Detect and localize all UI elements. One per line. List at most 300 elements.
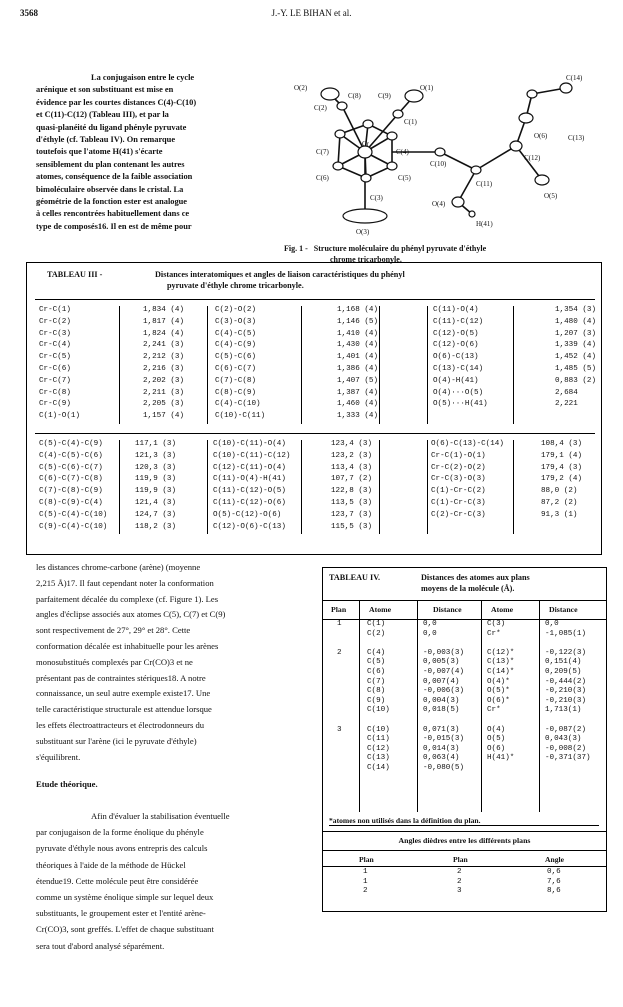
table-cell: Cr*: [487, 629, 501, 638]
column-divider: [379, 464, 380, 476]
table-cell-bond: C(4)-C(10): [215, 400, 261, 409]
column-divider: [207, 341, 208, 353]
table-cell-bond: C(12)-C(11)-O(4): [213, 463, 286, 472]
column-divider: [119, 412, 120, 424]
atom-label: C(1): [404, 118, 417, 126]
table-cell-value: 1,168 (4): [337, 306, 379, 314]
table-row: [323, 745, 606, 755]
column-divider: [513, 400, 514, 412]
table-cell-bond: C(13)-C(14): [433, 364, 484, 373]
text-line: La conjugaison entre le cycle: [91, 73, 195, 82]
table-cell-value: 2,684: [555, 388, 578, 397]
column-divider: [207, 452, 208, 464]
table-cell: -0,371(37): [545, 754, 591, 763]
distance-block: [35, 306, 595, 424]
table-row: [35, 341, 595, 353]
table-cell: 8,6: [547, 887, 561, 896]
table-cell-bond: O(4)···O(5): [433, 388, 484, 397]
text-line: comme un système énolique simple sur lequel deux: [36, 892, 214, 903]
table-cell: C(10): [367, 725, 390, 734]
text-line: par conjugaison de la forme énolique du phényle: [36, 827, 204, 838]
table-cell-bond: O(6)-C(13): [433, 353, 479, 362]
table-row: [323, 697, 606, 707]
table-cell: 0,0: [423, 629, 437, 638]
table-cell: 7,6: [547, 877, 561, 886]
table-cell-value: 120,3 (3): [135, 463, 177, 472]
table-cell: 1,713(1): [545, 706, 582, 715]
table-cell: O(4): [487, 725, 506, 734]
table-cell-value: 1,824 (4): [143, 329, 185, 338]
table-cell: 0,0: [423, 620, 437, 628]
table-cell: -0,003(3): [423, 648, 465, 657]
text-line: s'équilibrent.: [36, 751, 81, 762]
angle-header-row: [323, 854, 606, 867]
table-cell: -0,210(3): [545, 696, 587, 705]
table-cell-bond: C(10)-C(11): [215, 412, 266, 421]
column-divider: [427, 365, 428, 377]
text-line: angles d'éclipse associés aux atomes C(5), C(7) et C(9): [36, 609, 226, 620]
table-cell: 0,014(3): [423, 744, 460, 753]
table-cell-bond: C(4)-C(5): [215, 329, 257, 338]
table-cell-bond: C(5)-C(6)-C(7): [39, 463, 103, 472]
text-line: les distances chrome-carbone (arène) (moyenne: [36, 562, 201, 572]
column-divider: [427, 499, 428, 511]
table-cell-bond: Cr-C(2): [39, 317, 71, 326]
column-divider: [301, 412, 302, 424]
column-divider: [379, 440, 380, 452]
table-cell: 3: [337, 725, 342, 734]
table-cell-bond: O(5)-C(12)-O(6): [213, 510, 282, 519]
table-cell-bond: O(5)···H(41): [433, 400, 488, 409]
column-divider: [513, 365, 514, 377]
column-divider: [301, 400, 302, 412]
column-divider: [207, 440, 208, 452]
table-cell-bond: C(11)-O(4)-H(41): [213, 475, 286, 484]
table-cell-bond: C(10)-C(11)-O(4): [213, 440, 286, 448]
table-cell-value: 1,401 (4): [337, 353, 379, 362]
table-label: TABLEAU IV.: [329, 573, 381, 582]
column-divider: [301, 341, 302, 353]
atom-label: O(1): [420, 84, 434, 92]
table-cell-value: 1,410 (4): [337, 329, 379, 338]
table-row: [323, 716, 606, 726]
table-cell-value: 1,452 (4): [555, 353, 597, 362]
table-cell: C(12)*: [487, 648, 515, 657]
text-line: 2,215 Å)17. Il faut cependant noter la conformation: [36, 577, 214, 588]
column-divider: [513, 452, 514, 464]
body-paragraph: [36, 560, 308, 793]
table-cell-value: 1,157 (4): [143, 412, 185, 421]
column-divider: [207, 306, 208, 318]
table-cell-bond: C(7)-C(8): [215, 376, 257, 385]
column-divider: [207, 400, 208, 412]
table-row: [35, 499, 595, 511]
table-cell: -0,444(2): [545, 677, 587, 686]
table-cell-value: 2,212 (3): [143, 353, 185, 362]
table-cell-bond: C(8)-C(9)-C(4): [39, 498, 103, 507]
column-divider: [379, 318, 380, 330]
table-row: [323, 620, 606, 630]
column-divider: [427, 330, 428, 342]
table-cell: 1: [363, 868, 368, 876]
table-cell-value: 122,8 (3): [331, 487, 373, 496]
table-cell: 0,007(4): [423, 677, 460, 686]
column-divider: [207, 511, 208, 523]
atom-label: C(11): [476, 180, 493, 188]
angle-block: [35, 433, 595, 534]
column-divider: [207, 487, 208, 499]
column-divider: [427, 523, 428, 535]
column-divider: [427, 452, 428, 464]
table-row: [323, 754, 606, 764]
text-line: monosubstitués complexés par Cr(CO)3 et ne: [36, 656, 193, 667]
table-cell-bond: Cr-C(3): [39, 329, 71, 338]
table-cell-value: 119,9 (3): [135, 487, 177, 496]
column-divider: [427, 306, 428, 318]
column-divider: [301, 511, 302, 523]
column-divider: [359, 600, 360, 812]
table-cell-value: 1,834 (4): [143, 306, 185, 314]
page-header: [20, 8, 603, 22]
column-header: Plan: [453, 855, 468, 864]
table-cell: C(2): [367, 629, 386, 638]
column-divider: [301, 523, 302, 535]
table-cell: 1: [363, 877, 368, 886]
table-row: [35, 353, 595, 365]
column-divider: [207, 365, 208, 377]
column-divider: [119, 330, 120, 342]
text-line: évidence par les courtes distances C(4)-C(10): [36, 97, 197, 107]
table-cell: C(1): [367, 620, 386, 628]
table-cell: -0,015(3): [423, 735, 465, 744]
text-line: théoriques à l'aide de la méthode de Hückel: [36, 859, 186, 870]
table-cell-bond: C(7)-C(8)-C(9): [39, 487, 103, 496]
column-divider: [513, 487, 514, 499]
table-row: [323, 735, 606, 745]
text-line: étendue19. Cette molécule peut être considérée: [36, 875, 199, 886]
table-cell: -0,007(4): [423, 667, 465, 676]
table-cell-bond: Cr-C(3)-O(3): [431, 475, 486, 484]
text-line: parfaitement décalée du complexe (cf. Figure 1). Les: [36, 593, 219, 604]
table-cell-bond: C(12)-O(6)-C(13): [213, 522, 286, 531]
column-divider: [207, 475, 208, 487]
intro-paragraph: [36, 72, 272, 233]
table-cell-bond: Cr-C(5): [39, 353, 71, 362]
column-divider: [513, 389, 514, 401]
text-line: bimoléculaire observée dans le cristal. La: [36, 184, 184, 194]
table-row: [323, 868, 606, 878]
atom-label: O(4): [432, 200, 446, 208]
column-divider: [301, 365, 302, 377]
table-cell-bond: C(5)-C(6): [215, 353, 257, 362]
column-divider: [379, 475, 380, 487]
column-divider: [301, 475, 302, 487]
table-cell: 0,005(3): [423, 658, 460, 667]
table-title: Distances des atomes aux plans: [421, 573, 530, 582]
text-line: conformation décalée est inhabituelle pour les arènes: [36, 640, 219, 651]
column-divider: [481, 600, 482, 812]
table-row: [323, 649, 606, 659]
atom-label: C(8): [348, 92, 361, 100]
angle-table-body: [323, 868, 606, 897]
table-cell-value: 118,2 (3): [135, 522, 177, 531]
column-divider: [119, 353, 120, 365]
table-cell-bond: C(11)-O(4): [433, 306, 479, 314]
table-cell: -0,210(3): [545, 687, 587, 696]
table-cell-value: 87,2 (2): [541, 498, 578, 507]
table-cell-value: 123,2 (3): [331, 451, 373, 460]
column-divider: [119, 499, 120, 511]
text-line: type de composés16. Il en est de même pour: [36, 221, 192, 231]
column-divider: [379, 400, 380, 412]
text-line: atomes, conséquence de la faible association: [36, 172, 193, 182]
text-line: sont respectivement de 27°, 29° et 28°. Cette: [36, 625, 191, 636]
text-line: d'éthyle (cf. Tableau IV). On remarque: [36, 135, 176, 145]
table-cell: O(6): [487, 744, 506, 753]
table-cell-bond: C(1)-Cr-C(3): [431, 498, 486, 507]
column-divider: [379, 306, 380, 318]
table-row: [35, 452, 595, 464]
table-body: [323, 620, 606, 774]
column-divider: [427, 389, 428, 401]
table-row: [35, 365, 595, 377]
column-divider: [379, 389, 380, 401]
caption-line: Structure moléculaire du phényl pyruvate d'éthyle: [313, 244, 487, 253]
atom-label: O(5): [544, 192, 558, 200]
page-number: 3568: [20, 8, 38, 18]
molecular-structure-figure: [280, 74, 602, 242]
column-divider: [301, 499, 302, 511]
column-divider: [427, 377, 428, 389]
table-cell-value: 113,5 (3): [331, 498, 373, 507]
table-cell: 2: [337, 648, 342, 657]
table-cell: 0,004(3): [423, 696, 460, 705]
table-footnote: *atomes non utilisés dans la définition du plan.: [329, 816, 599, 826]
table-cell-bond: C(5)-C(4)-C(10): [39, 510, 108, 519]
column-divider: [427, 400, 428, 412]
text-line: substituants, le groupement ester et l'entité arène-: [36, 908, 206, 919]
column-divider: [539, 600, 540, 812]
column-divider: [119, 440, 120, 452]
table-cell: 0,043(3): [545, 735, 582, 744]
table-cell-bond: Cr-C(8): [39, 388, 71, 397]
table-cell-value: 107,7 (2): [331, 475, 373, 484]
table-cell: -0,080(5): [423, 763, 465, 772]
table-row: [323, 878, 606, 888]
table-cell: C(12): [367, 744, 390, 753]
table-header-row: [323, 600, 606, 620]
column-divider: [301, 389, 302, 401]
table-cell: -1,085(1): [545, 629, 587, 638]
table-iv: [322, 567, 607, 912]
table-cell: 0,6: [547, 868, 561, 876]
column-divider: [301, 318, 302, 330]
table-cell-value: 1,207 (3): [555, 329, 597, 338]
table-cell-bond: Cr-C(6): [39, 364, 71, 373]
table-cell-value: 1,485 (5): [555, 364, 597, 373]
table-cell: O(6)*: [487, 696, 510, 705]
table-cell: C(5): [367, 658, 386, 667]
table-row: [323, 658, 606, 668]
table-cell: C(7): [367, 677, 386, 686]
table-cell-value: 121,3 (3): [135, 451, 177, 460]
table-cell: 0,0: [545, 620, 559, 628]
table-cell-bond: Cr-C(1): [39, 306, 71, 314]
column-divider: [207, 499, 208, 511]
table-cell-bond: Cr-C(4): [39, 341, 71, 350]
table-title: moyens de la molécule (Å).: [421, 584, 515, 593]
column-divider: [207, 389, 208, 401]
text-line: telle caractéristique structurale est attendue lorsque: [36, 704, 212, 715]
table-cell-value: 113,4 (3): [331, 463, 373, 472]
column-divider: [379, 330, 380, 342]
table-cell-value: 117,1 (3): [135, 440, 177, 448]
text-line: pyruvate d'éthyle nous avons entrepris des calculs: [36, 843, 208, 854]
table-cell-bond: C(8)-C(9): [215, 388, 257, 397]
column-divider: [379, 353, 380, 365]
table-cell-bond: C(4)-C(5)-C(6): [39, 451, 103, 460]
column-divider: [379, 365, 380, 377]
table-cell: Cr*: [487, 706, 501, 715]
column-divider: [379, 452, 380, 464]
table-cell-bond: C(5)-C(4)-C(9): [39, 440, 103, 448]
column-divider: [119, 452, 120, 464]
column-divider: [119, 341, 120, 353]
table-cell: C(8): [367, 687, 386, 696]
table-cell: 0,209(5): [545, 667, 582, 676]
column-header: Atome: [369, 605, 392, 614]
table-cell-bond: Cr-C(7): [39, 376, 71, 385]
column-divider: [379, 523, 380, 535]
column-divider: [301, 330, 302, 342]
table-cell-bond: C(6)-C(7)-C(8): [39, 475, 103, 484]
column-divider: [427, 440, 428, 452]
table-cell: -0,008(2): [545, 744, 587, 753]
table-cell: O(5)*: [487, 687, 510, 696]
column-divider: [513, 499, 514, 511]
table-cell-value: 1,430 (4): [337, 341, 379, 350]
atom-label: C(6): [316, 174, 329, 182]
table-cell: C(14): [367, 763, 390, 772]
text-line: arénique et son substituant est mise en: [36, 85, 174, 95]
column-divider: [427, 412, 428, 424]
table-cell-bond: C(12)-O(6): [433, 341, 479, 350]
table-cell-bond: C(12)-O(5): [433, 329, 479, 338]
table-cell-value: 121,4 (3): [135, 498, 177, 507]
column-divider: [119, 306, 120, 318]
column-header: Angle: [545, 855, 564, 864]
table-cell-value: 2,205 (3): [143, 400, 185, 409]
column-divider: [513, 511, 514, 523]
table-cell: O(4)*: [487, 677, 510, 686]
table-cell-value: 1,354 (3): [555, 306, 597, 314]
table-cell-value: 91,3 (1): [541, 510, 578, 519]
table-cell-value: 2,221: [555, 400, 578, 409]
table-cell-value: 123,7 (3): [331, 510, 373, 519]
table-cell: C(3): [487, 620, 506, 628]
table-cell-value: 179,4 (3): [541, 463, 583, 472]
table-cell-value: 179,1 (4): [541, 451, 583, 460]
column-divider: [301, 452, 302, 464]
column-divider: [207, 377, 208, 389]
column-divider: [427, 487, 428, 499]
atom-label: C(12): [524, 154, 541, 162]
table-cell-bond: Cr-C(9): [39, 400, 71, 409]
column-divider: [417, 600, 418, 812]
angle-subtable-title: Angles dièdres entre les différents plans: [323, 831, 606, 851]
table-row: [323, 630, 606, 640]
table-cell: 0,151(4): [545, 658, 582, 667]
table-cell-bond: C(4)-C(9): [215, 341, 257, 350]
table-iii: [26, 262, 602, 555]
table-cell-value: 1,339 (4): [555, 341, 597, 350]
table-cell: 2: [457, 868, 462, 876]
figure-label: Fig. 1 -: [284, 244, 308, 253]
atom-label: C(9): [378, 92, 391, 100]
text-line: géométrie de la fonction ester est analogue: [36, 197, 188, 207]
table-cell-bond: C(11)-C(12)-O(6): [213, 498, 286, 507]
table-cell-bond: O(6)-C(13)-C(14): [431, 440, 504, 448]
column-divider: [119, 365, 120, 377]
table-row: [323, 639, 606, 649]
column-divider: [427, 341, 428, 353]
column-divider: [119, 400, 120, 412]
atom-label: C(14): [566, 74, 583, 82]
table-cell-value: 0,883 (2): [555, 376, 597, 385]
atom-label: C(4): [396, 148, 409, 156]
text-line: substituant sur l'arène (ici le pyruvate d'éthyle): [36, 735, 197, 746]
column-divider: [301, 440, 302, 452]
running-authors: J.-Y. LE BIHAN et al.: [271, 8, 352, 18]
table-row: [35, 464, 595, 476]
column-divider: [513, 318, 514, 330]
table-cell-bond: Cr-C(1)-O(1): [431, 451, 486, 460]
table-cell-value: 1,333 (4): [337, 412, 379, 421]
table-cell-value: 1,480 (4): [555, 317, 597, 326]
table-title: Distances interatomiques et angles de liaison caractéristiques du phényl: [155, 270, 405, 279]
table-cell: 1: [337, 620, 342, 628]
column-divider: [427, 318, 428, 330]
atom-label: C(7): [316, 148, 329, 156]
atom-label: C(2): [314, 104, 327, 112]
table-row: [323, 668, 606, 678]
table-cell-bond: C(11)-C(12)-O(5): [213, 487, 286, 496]
table-row: [35, 511, 595, 523]
table-row: [323, 887, 606, 897]
atom-label: O(6): [534, 132, 548, 140]
table-cell: H(41)*: [487, 754, 515, 763]
table-cell-bond: C(2)-Cr-C(3): [431, 510, 486, 519]
column-divider: [513, 341, 514, 353]
table-cell-bond: C(2)-O(2): [215, 306, 257, 314]
column-divider: [119, 464, 120, 476]
column-divider: [513, 306, 514, 318]
table-cell-bond: C(1)-Cr-C(2): [431, 487, 486, 496]
table-cell-value: 1,387 (4): [337, 388, 379, 397]
table-row: [35, 523, 595, 535]
table-cell-value: 2,241 (3): [143, 341, 185, 350]
text-line: à celles rencontrées habituellement dans ce: [36, 209, 190, 219]
column-divider: [301, 464, 302, 476]
table-cell-value: 123,4 (3): [331, 440, 373, 448]
table-cell: C(9): [367, 696, 386, 705]
column-header: Distance: [549, 605, 578, 614]
column-divider: [427, 464, 428, 476]
column-divider: [119, 389, 120, 401]
table-cell: 2: [363, 887, 368, 896]
table-cell-bond: C(3)-O(3): [215, 317, 257, 326]
column-divider: [119, 487, 120, 499]
